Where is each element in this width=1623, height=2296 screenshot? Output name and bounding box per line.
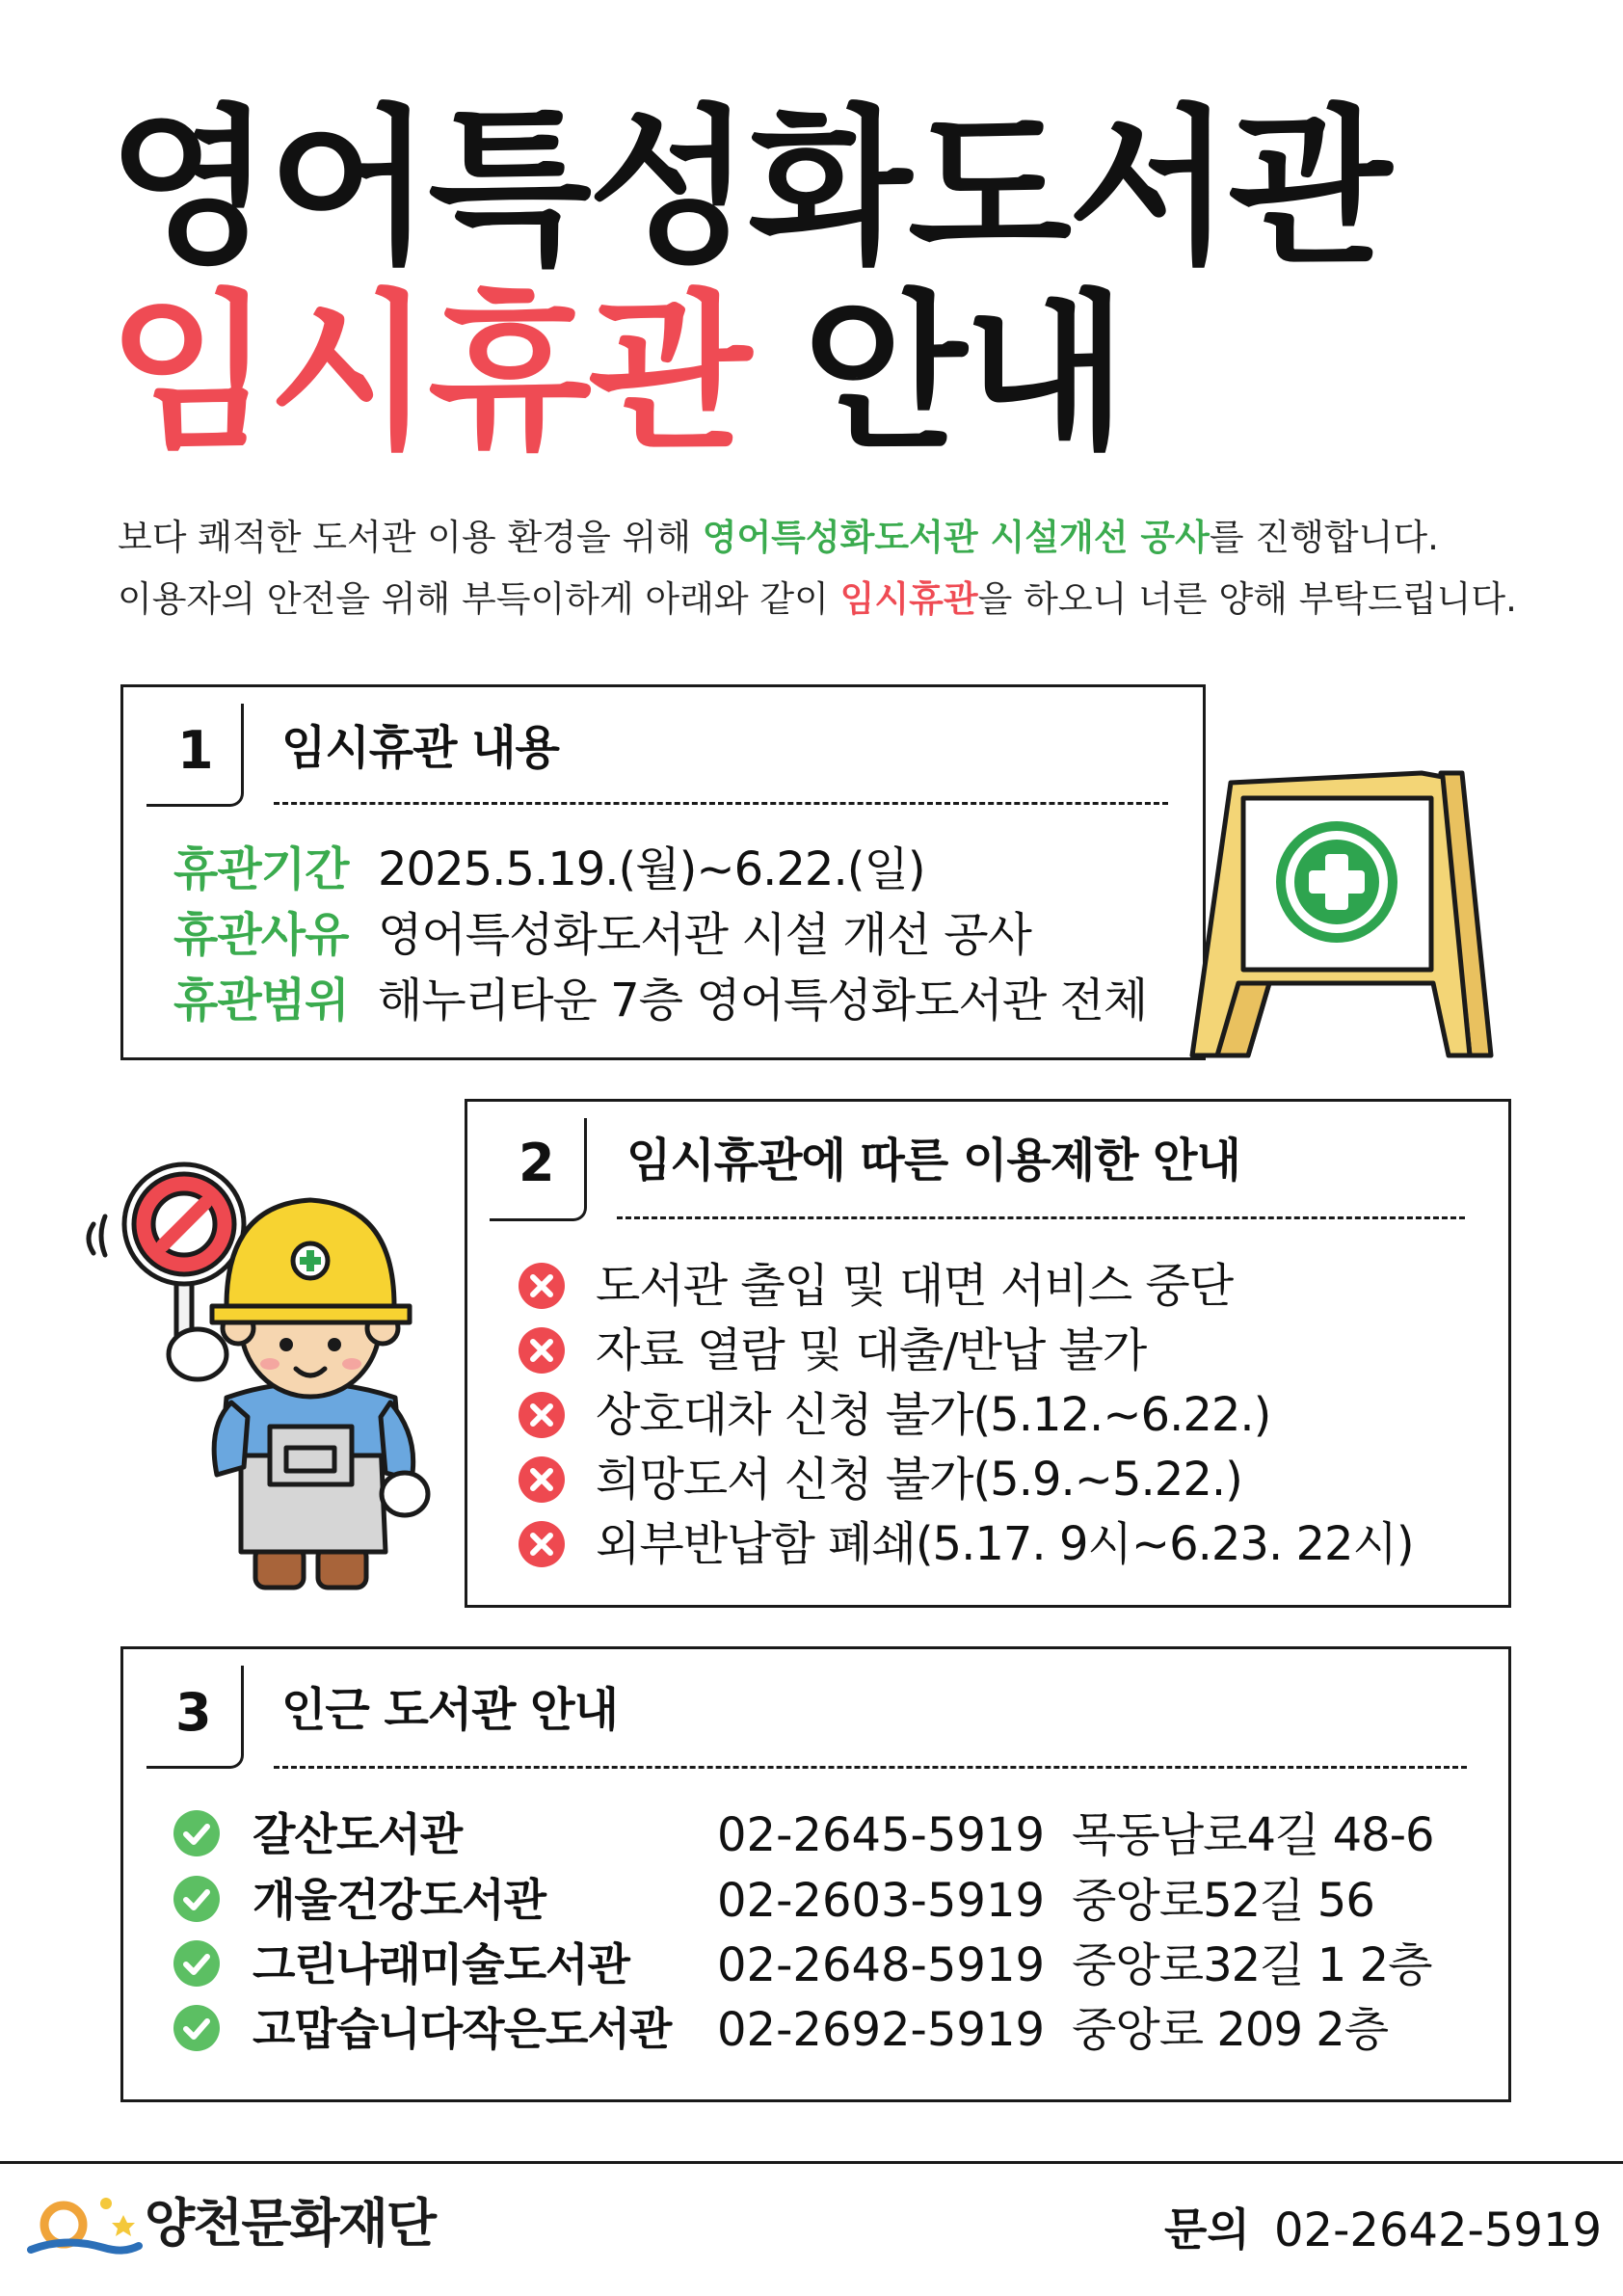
closure-period-label: 휴관기간 [173, 842, 349, 896]
title-highlight: 임시휴관 [108, 275, 749, 472]
section3-number-bracket [146, 1666, 244, 1769]
intro-line1-b: 를 진행합니다. [1209, 517, 1439, 558]
worker-illustration [72, 1108, 448, 1610]
footer-divider [0, 2161, 1623, 2164]
x-circle-icon [519, 1263, 565, 1309]
closure-reason-value: 영어특성화도서관 시설 개선 공사 [378, 908, 1031, 962]
closure-scope-label: 휴관범위 [173, 974, 349, 1028]
section2-divider [617, 1216, 1465, 1219]
closure-scope-value: 해누리타운 7층 영어특성화도서관 전체 [378, 974, 1148, 1028]
foundation-logo-text: 양천문화재단 [145, 2193, 435, 2254]
intro-line-1 [118, 507, 1517, 569]
intro-line1-a: 보다 쾌적한 도서관 이용 환경을 위해 [118, 517, 703, 558]
closure-reason-row [173, 908, 1031, 962]
x-circle-icon [519, 1392, 565, 1438]
x-circle-icon [519, 1521, 565, 1567]
check-circle-icon [173, 1810, 220, 1856]
library-phone: 02-2648-5919 [717, 1938, 1046, 1992]
x-circle-icon [519, 1327, 565, 1374]
section3-heading: 인근 도서관 안내 [281, 1683, 618, 1737]
intro-line-2 [118, 569, 1517, 630]
page-subtitle [108, 275, 1124, 472]
closure-scope-row [173, 974, 1148, 1028]
restriction-item: 자료 열람 및 대출/반납 불가 [596, 1323, 1147, 1377]
section3-divider [274, 1766, 1467, 1769]
logo-icon [27, 2190, 143, 2267]
library-name: 고맙습니다작은도서관 [253, 2003, 672, 2055]
intro-line1-highlight: 영어특성화도서관 시설개선 공사 [702, 517, 1210, 558]
check-circle-icon [173, 1876, 220, 1922]
section2-number-bracket [490, 1118, 587, 1221]
signboard-illustration [1181, 761, 1503, 1070]
library-phone: 02-2603-5919 [717, 1874, 1046, 1928]
closure-period-row [173, 842, 925, 896]
intro-text [118, 507, 1517, 630]
intro-line2-b: 을 하오니 너른 양해 부탁드립니다. [977, 578, 1517, 620]
check-circle-icon [173, 1940, 220, 1987]
library-address: 목동남로4길 48-6 [1072, 1808, 1434, 1862]
intro-line2-a: 이용자의 안전을 위해 부득이하게 아래와 같이 [118, 578, 840, 620]
library-name: 갈산도서관 [253, 1808, 463, 1860]
closure-period-value: 2025.5.19.(월)~6.22.(일) [378, 842, 925, 896]
restriction-item: 희망도서 신청 불가(5.9.~5.22.) [596, 1453, 1242, 1507]
closure-reason-label: 휴관사유 [173, 908, 349, 962]
contact-phone: 02-2642-5919 [1274, 2203, 1603, 2257]
restriction-item: 외부반납함 폐쇄(5.17. 9시~6.23. 22시) [596, 1517, 1414, 1571]
section1-divider [274, 802, 1168, 805]
check-circle-icon [173, 2005, 220, 2051]
library-phone: 02-2692-5919 [717, 2003, 1046, 2057]
library-address: 중앙로 209 2층 [1072, 2003, 1389, 2057]
title-rest: 안내 [748, 275, 1124, 472]
restriction-item: 상호대차 신청 불가(5.12.~6.22.) [596, 1388, 1271, 1442]
library-address: 중앙로32길 1 2층 [1072, 1938, 1432, 1992]
contact-label: 문의 [1164, 2203, 1250, 2256]
restriction-item: 도서관 출입 및 대면 서비스 중단 [596, 1259, 1234, 1313]
library-address: 중앙로52길 56 [1072, 1874, 1374, 1928]
page-title: 영어특성화도서관 [108, 90, 1389, 287]
section1-number: 1 [177, 720, 214, 781]
library-phone: 02-2645-5919 [717, 1808, 1046, 1862]
intro-line2-highlight: 임시휴관 [839, 578, 978, 620]
section1-number-bracket [146, 704, 244, 807]
section2-heading: 임시휴관에 따른 이용제한 안내 [626, 1134, 1240, 1188]
x-circle-icon [519, 1456, 565, 1503]
library-name: 개울건강도서관 [253, 1874, 546, 1926]
library-name: 그린나래미술도서관 [253, 1938, 629, 1990]
section3-number: 3 [175, 1682, 212, 1743]
section1-heading: 임시휴관 내용 [281, 721, 559, 775]
section2-number: 2 [519, 1133, 555, 1193]
